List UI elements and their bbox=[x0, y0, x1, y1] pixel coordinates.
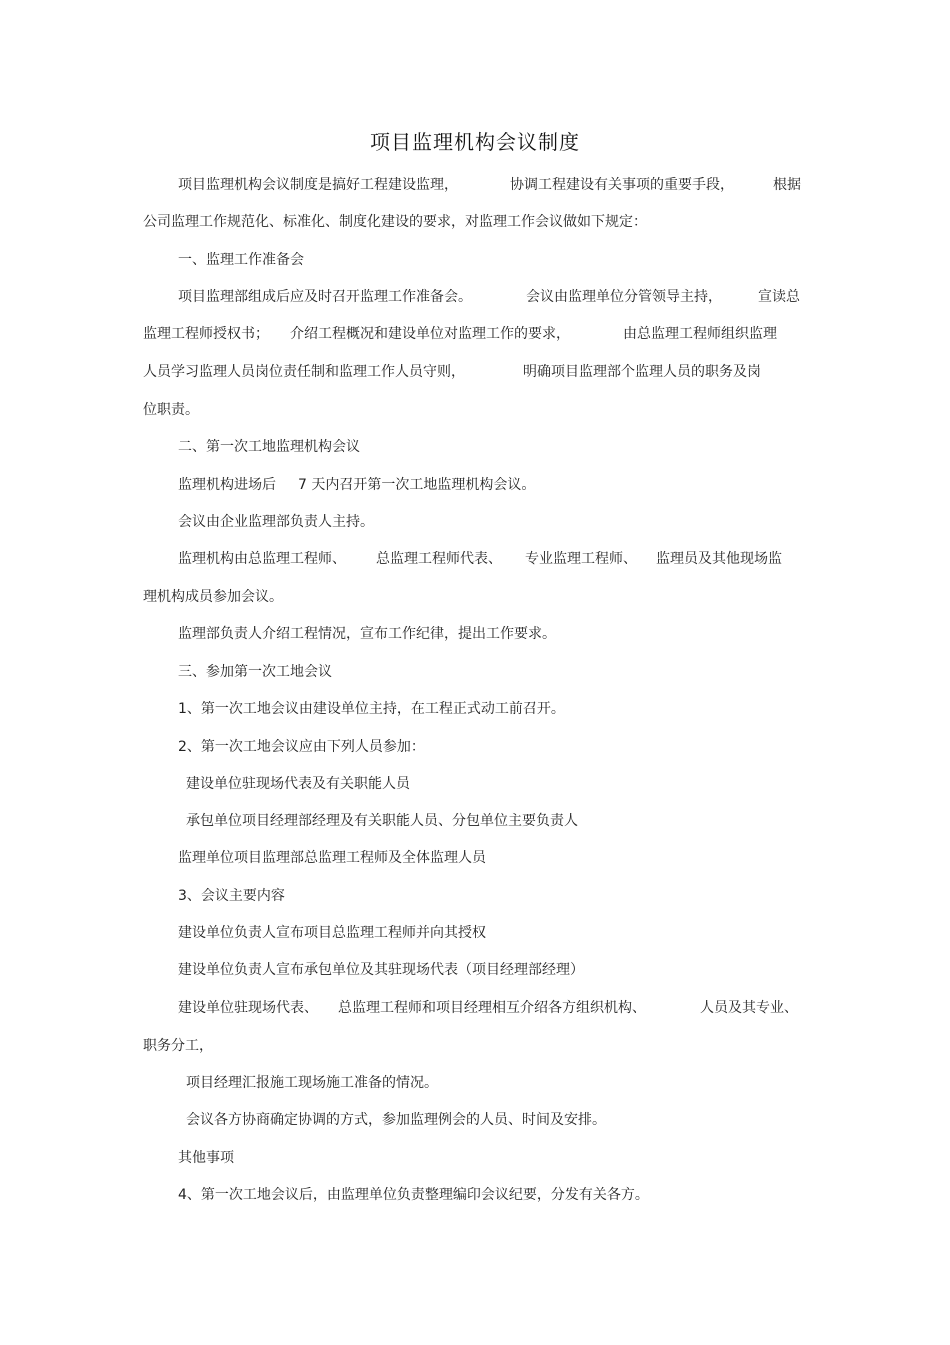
text-segment: 监理机构由总监理工程师、 bbox=[178, 551, 346, 567]
paragraph-line bbox=[186, 774, 410, 794]
paragraph-line bbox=[186, 811, 578, 831]
section-heading bbox=[178, 250, 304, 270]
text-segment: 会议由监理单位分管领导主持， bbox=[526, 289, 722, 305]
text-segment: 3、会议主要内容 bbox=[178, 888, 285, 904]
text-segment: 建设单位驻现场代表及有关职能人员 bbox=[186, 776, 410, 792]
text-segment: 监理机构进场后 bbox=[178, 477, 276, 493]
paragraph-line bbox=[186, 1073, 438, 1093]
text-segment: 人员学习监理人员岗位责任制和监理工作人员守则， bbox=[143, 364, 465, 380]
text-segment: 介绍工程概况和建设单位对监理工作的要求， bbox=[290, 326, 570, 342]
text-segment: 监理部负责人介绍工程情况，宣布工作纪律，提出工作要求。 bbox=[178, 626, 556, 642]
text-segment: 由总监理工程师组织监理 bbox=[623, 326, 777, 342]
text-segment: 职务分工， bbox=[143, 1038, 213, 1054]
text-segment: 监理单位项目监理部总监理工程师及全体监理人员 bbox=[178, 850, 486, 866]
text-segment: 三、参加第一次工地会议 bbox=[178, 664, 332, 680]
document-title: 项目监理机构会议制度 bbox=[370, 130, 580, 154]
text-segment: 会议各方协商确定协调的方式，参加监理例会的人员、时间及安排。 bbox=[186, 1112, 606, 1128]
text-segment: 总监理工程师和项目经理相互介绍各方组织机构、 bbox=[338, 1000, 646, 1016]
text-segment: 监理工程师授权书； bbox=[143, 326, 269, 342]
text-segment: 4、第一次工地会议后，由监理单位负责整理编印会议纪要，分发有关各方。 bbox=[178, 1187, 649, 1203]
text-segment: 其他事项 bbox=[178, 1150, 234, 1166]
text-segment: 专业监理工程师、 bbox=[525, 551, 637, 567]
text-segment: 理机构成员参加会议。 bbox=[143, 589, 283, 605]
paragraph-line bbox=[178, 512, 374, 532]
text-segment: 宣读总 bbox=[758, 289, 800, 305]
text-segment: 一、监理工作准备会 bbox=[178, 252, 304, 268]
paragraph-line bbox=[178, 923, 486, 943]
paragraph-line bbox=[143, 212, 647, 232]
paragraph-line bbox=[143, 400, 199, 420]
paragraph-line bbox=[143, 1036, 213, 1056]
list-item bbox=[178, 699, 565, 719]
text-segment: 承包单位项目经理部经理及有关职能人员、分包单位主要负责人 bbox=[186, 813, 578, 829]
paragraph-line bbox=[178, 1148, 234, 1168]
list-item bbox=[178, 1185, 649, 1205]
text-segment: 项目监理部组成后应及时召开监理工作准备会。 bbox=[178, 289, 472, 305]
text-segment: 人员及其专业、 bbox=[700, 1000, 798, 1016]
text-segment: 1、第一次工地会议由建设单位主持，在工程正式动工前召开。 bbox=[178, 701, 565, 717]
text-segment: 根据 bbox=[773, 177, 801, 193]
section-heading bbox=[178, 437, 360, 457]
text-segment: 监理员及其他现场监 bbox=[656, 551, 782, 567]
paragraph-line bbox=[178, 960, 584, 980]
list-item bbox=[178, 886, 285, 906]
paragraph-line bbox=[178, 848, 486, 868]
text-segment: 位职责。 bbox=[143, 402, 199, 418]
paragraph-line bbox=[143, 587, 283, 607]
text-segment: 会议由企业监理部负责人主持。 bbox=[178, 514, 374, 530]
text-segment: 2、第一次工地会议应由下列人员参加： bbox=[178, 739, 425, 755]
paragraph-line bbox=[178, 624, 556, 644]
paragraph-line bbox=[186, 1110, 606, 1130]
text-segment: 协调工程建设有关事项的重要手段， bbox=[510, 177, 734, 193]
text-segment: 建设单位负责人宣布项目总监理工程师并向其授权 bbox=[178, 925, 486, 941]
section-heading bbox=[178, 662, 332, 682]
text-segment: 7 天内召开第一次工地监理机构会议。 bbox=[298, 477, 536, 493]
list-item bbox=[178, 737, 425, 757]
text-segment: 总监理工程师代表、 bbox=[376, 551, 502, 567]
text-segment: 公司监理工作规范化、标准化、制度化建设的要求，对监理工作会议做如下规定： bbox=[143, 214, 647, 230]
text-segment: 明确项目监理部个监理人员的职务及岗 bbox=[523, 364, 761, 380]
text-segment: 二、第一次工地监理机构会议 bbox=[178, 439, 360, 455]
text-segment: 项目经理汇报施工现场施工准备的情况。 bbox=[186, 1075, 438, 1091]
text-segment: 建设单位驻现场代表、 bbox=[178, 1000, 318, 1016]
text-segment: 建设单位负责人宣布承包单位及其驻现场代表（项目经理部经理） bbox=[178, 962, 584, 978]
text-segment: 项目监理机构会议制度是搞好工程建设监理， bbox=[178, 177, 458, 193]
